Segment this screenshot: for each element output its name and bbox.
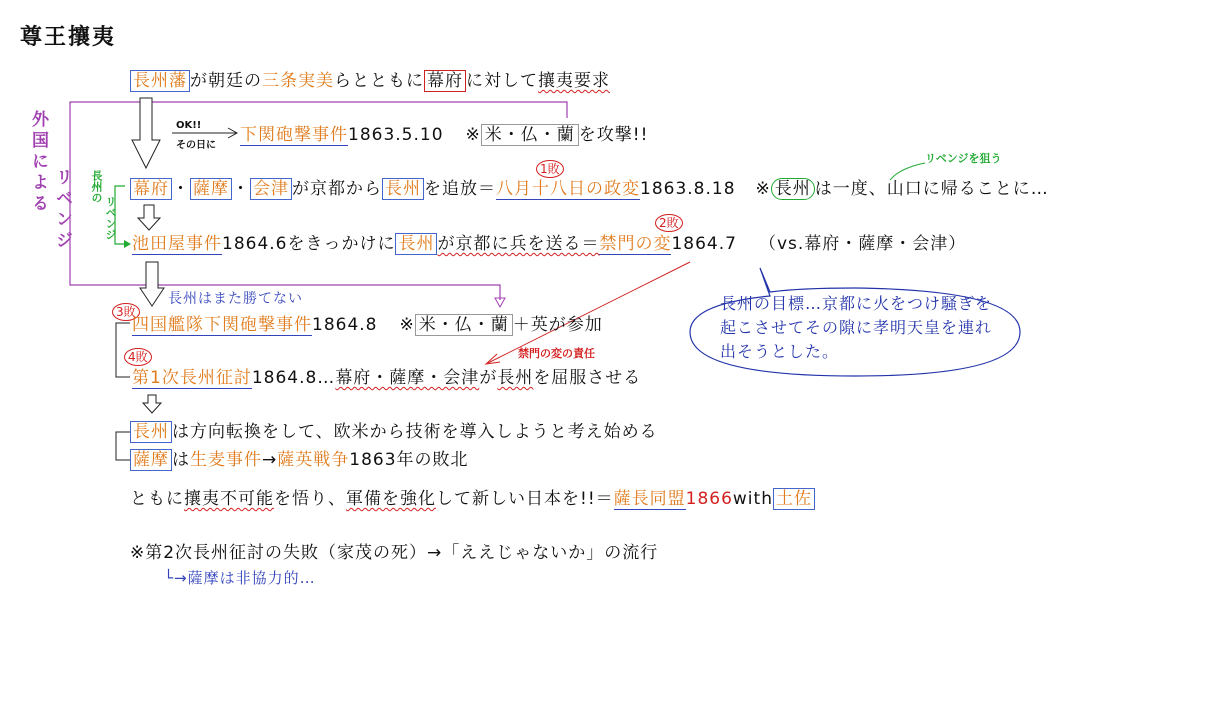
kinmon-arrowhead (486, 354, 500, 364)
bracket-7-8 (116, 432, 130, 460)
line-2: 下関砲撃事件1863.5.10 ※ 米・仏・蘭 を攻撃!! (240, 125, 649, 145)
line-7: 長州 は方向転換をして、欧米から技術を導入しようと考え始める (130, 421, 658, 443)
line-11: └→薩摩は非協力的… (164, 569, 316, 587)
page-title: 尊王攘夷 (20, 25, 117, 50)
down-arrow-3 (140, 262, 164, 306)
targets-box-1: 米・仏・蘭 (481, 124, 579, 146)
down-arrow-2 (138, 205, 160, 230)
august-coup: 八月十八日の政変 (496, 179, 640, 199)
kinmon-event: 禁門の変 (599, 234, 672, 254)
revenge-label: リベンジ (52, 168, 72, 252)
choshu-circled: 長州 (771, 178, 815, 200)
namamugi: 生麦事件 (190, 450, 262, 470)
badge-3: 3敗 (112, 301, 140, 321)
shikoku-kantai-event: 四国艦隊下関砲撃事件 (132, 315, 312, 335)
targets-box-2: 米・仏・蘭 (415, 314, 513, 336)
line-3: 幕府 ・ 薩摩 ・ 会津 が京都から 長州 を追放＝八月十八日の政変1863.8.18 ※ 長州 は一度、山口に帰ることに… (130, 178, 1049, 200)
speech-bubble-text: 長州の目標…京都に火をつけ騒ぎを起こさせてその隙に孝明天皇を連れ出そうとした。 (720, 294, 993, 361)
badge-2: 2敗 (655, 212, 683, 232)
choshu-no-label: 長州の (90, 170, 103, 203)
green-arrowhead (124, 240, 131, 248)
gaikoku-label: 外国による (28, 110, 48, 215)
line-8: 薩摩 は生麦事件→薩英戦争1863年の敗北 (130, 449, 469, 471)
line-6: 第1次長州征討1864.8…幕府・薩摩・会津が長州を屈服させる (132, 368, 642, 388)
revenge-note: リベンジを狙う (925, 152, 1002, 165)
sonohini-label: その日に (176, 140, 216, 151)
choshu-seito-1: 第1次長州征討 (132, 368, 252, 388)
down-arrow-4 (143, 395, 161, 413)
satsuei-war: 薩英戦争 (277, 450, 350, 470)
badge-1: 1敗 (536, 158, 564, 178)
bakufu: 幕府 (424, 70, 466, 92)
mata-note: 長州はまた勝てない (168, 291, 303, 307)
badge-4: 4敗 (124, 346, 152, 366)
ikedaya-event: 池田屋事件 (132, 234, 222, 254)
line-1: 長州藩 が朝廷の三条実美らとともに 幕府 に対して攘夷要求 (130, 70, 610, 92)
sanjo: 三条実美 (262, 71, 334, 91)
kinmon-note: 禁門の変の責任 (518, 347, 595, 360)
ok-label: OK!! (176, 120, 202, 131)
down-arrow-1 (132, 98, 160, 168)
joi-yokyu: 攘夷要求 (538, 71, 610, 91)
choshu-han: 長州藩 (130, 70, 190, 92)
line-5: 四国艦隊下関砲撃事件1864.8 ※ 米・仏・蘭 ＋英が参加 (132, 315, 603, 335)
revenge-small-label: リベンジ (104, 196, 117, 240)
shimonoseki-event: 下関砲撃事件 (240, 125, 348, 145)
line-10: ※第2次長州征討の失敗（家茂の死）→「ええじゃないか」の流行 (130, 543, 659, 563)
line-9: ともに攘夷不可能を悟り、軍備を強化して新しい日本を!!＝薩長同盟1866with 土佐 (130, 488, 815, 510)
line-4: 池田屋事件1864.6をきっかけに 長州 が京都に兵を送る＝禁門の変1864.7 （vs.幕府・薩摩・会津） (132, 234, 967, 254)
satcho-alliance: 薩長同盟 (613, 489, 686, 509)
